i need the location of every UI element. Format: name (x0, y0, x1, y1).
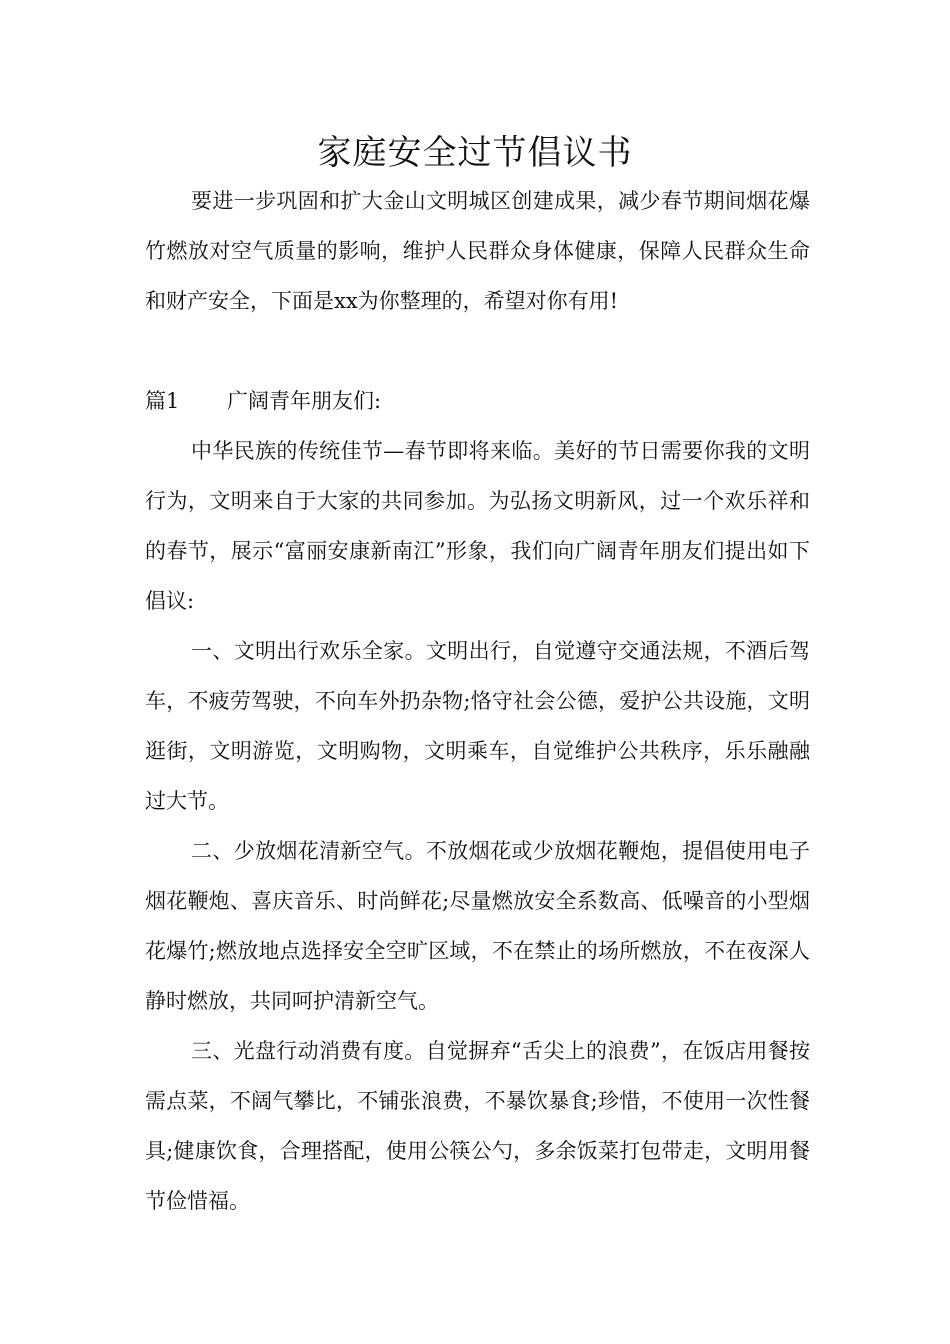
document-body (145, 176, 810, 1226)
intro-paragraph: 要进一步巩固和扩大金山文明城区创建成果，减少春节期间烟花爆竹燃放对空气质量的影响，维护人民群众身体健康，保障人民群众生命和财产安全，下面是xx为你整理的，希望对你有用! (145, 189, 810, 313)
document-title: 家庭安全过节倡议书 (317, 133, 633, 173)
body-paragraph-1: 中华民族的传统佳节—春节即将来临。美好的节日需要你我的文明行为，文明来自于大家的共同参加。为弘扬文明新风，过一个欢乐祥和的春节，展示“富丽安康新南江”形象，我们向广阔青年朋友们提出如下倡议: (145, 439, 810, 613)
body-paragraph-4: 三、光盘行动消费有度。自觉摒弃“舌尖上的浪费”，在饭店用餐按需点菜，不阔气攀比，不铺张浪费，不暴饮暴食;珍惜，不使用一次性餐具;健康饮食，合理搭配，使用公筷公勺，多余饭菜打包带走，文明用餐节俭惜福。 (145, 1039, 810, 1213)
section-heading (145, 376, 810, 426)
section-salutation: 广阔青年朋友们: (227, 389, 382, 413)
body-paragraph-3: 二、少放烟花清新空气。不放烟花或少放烟花鞭炮，提倡使用电子烟花鞭炮、喜庆音乐、时尚鲜花;尽量燃放安全系数高、低噪音的小型烟花爆竹;燃放地点选择安全空旷区域，不在禁止的场所燃放，不在夜深人静时燃放，共同呵护清新空气。 (145, 839, 810, 1013)
body-paragraph-2: 一、文明出行欢乐全家。文明出行，自觉遵守交通法规，不酒后驾车，不疲劳驾驶，不向车外扔杂物;恪守社会公德，爱护公共设施，文明逛街，文明游览，文明购物，文明乘车，自觉维护公共秩序，乐乐融融过大节。 (145, 639, 810, 813)
section-number: 篇1 (145, 389, 180, 413)
